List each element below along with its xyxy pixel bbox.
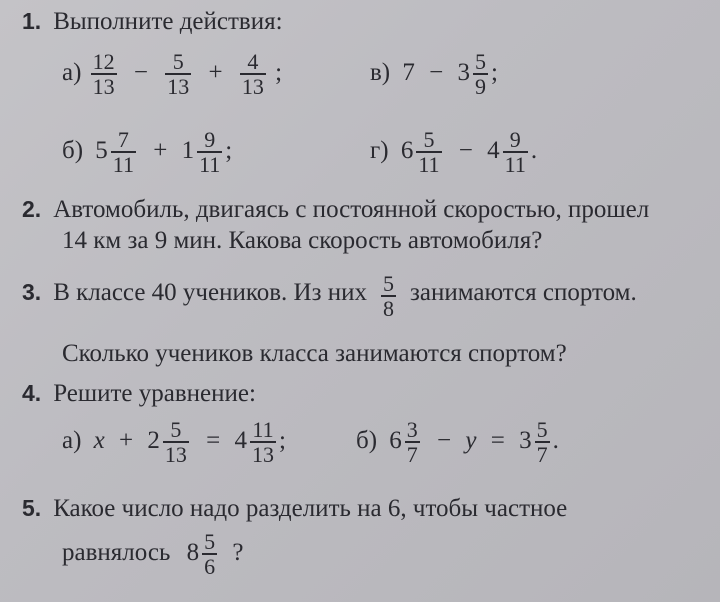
task3-line2: Сколько учеников класса занимаются спортом? <box>62 340 567 367</box>
item-label: в) <box>370 58 391 86</box>
fraction: $\frac{5}{13}$ <box>167 49 190 100</box>
task5-number: 5. <box>22 495 42 521</box>
fraction: $\frac{7}{11}$ <box>112 127 134 178</box>
task2-line1: 2. Автомобиль, двигаясь с постоянной скоростью, прошел <box>22 196 650 223</box>
task1-header <box>22 8 283 36</box>
task1-item-v: в) 7 − 3 $\frac{5}{9}$ ; <box>370 49 498 100</box>
fraction: $\frac{5}{6}$ <box>204 529 216 580</box>
task4-number: 4. <box>22 380 42 406</box>
fraction: $\frac{5}{11}$ <box>418 127 440 178</box>
item-label: б) <box>356 426 378 454</box>
task1-item-b: б) 5 $\frac{7}{11}$ + 1 $\frac{9}{11}$ ; <box>62 127 233 178</box>
fraction: $\frac{9}{11}$ <box>199 127 221 178</box>
fraction: $\frac{9}{11}$ <box>504 127 526 178</box>
task2-line2: 14 км за 9 мин. Какова скорость автомобиля? <box>62 227 543 254</box>
item-label: а) <box>62 426 82 454</box>
task5-line2: равнялось 8 $\frac{5}{6}$ ? <box>62 529 244 580</box>
fraction: $\frac{4}{13}$ <box>241 49 264 100</box>
task4-header: 4. Решите уравнение: <box>22 380 256 407</box>
fraction: $\frac{5}{7}$ <box>536 417 548 468</box>
fraction: $\frac{5}{13}$ <box>164 417 187 468</box>
task5-line1: 5. Какое число надо разделить на 6, чтобы частное <box>22 495 568 522</box>
task1-item-a: а) $\frac{12}{13}$ − $\frac{5}{13}$ + $\frac{4}{13}$ ; <box>62 49 283 100</box>
task1-item-g: г) 6 $\frac{5}{11}$ − 4 $\frac{9}{11}$ . <box>370 127 538 178</box>
fraction: $\frac{3}{7}$ <box>406 417 418 468</box>
task3-number: 3. <box>22 278 42 305</box>
fraction: $\frac{5}{8}$ <box>382 271 394 322</box>
fraction: $\frac{11}{13}$ <box>252 417 274 468</box>
fraction: $\frac{12}{13}$ <box>92 49 115 100</box>
task4-item-b: б) 6 $\frac{3}{7}$ − y = 3 $\frac{5}{7}$ . <box>356 417 559 468</box>
task1-title: Выполните действия: <box>53 8 283 35</box>
item-label: б) <box>62 136 84 164</box>
item-label: г) <box>370 136 389 164</box>
task4-item-a: а) x + 2 $\frac{5}{13}$ = 4 $\frac{11}{13}$ ; <box>62 417 286 468</box>
task1-number: 1. <box>22 8 42 34</box>
task2-number: 2. <box>22 196 42 222</box>
item-label: а) <box>62 58 82 86</box>
fraction: $\frac{5}{9}$ <box>475 49 486 100</box>
task3-line1: 3. В классе 40 учеников. Из них $\frac{5}{8}$ занимаются спортом. <box>22 271 637 322</box>
